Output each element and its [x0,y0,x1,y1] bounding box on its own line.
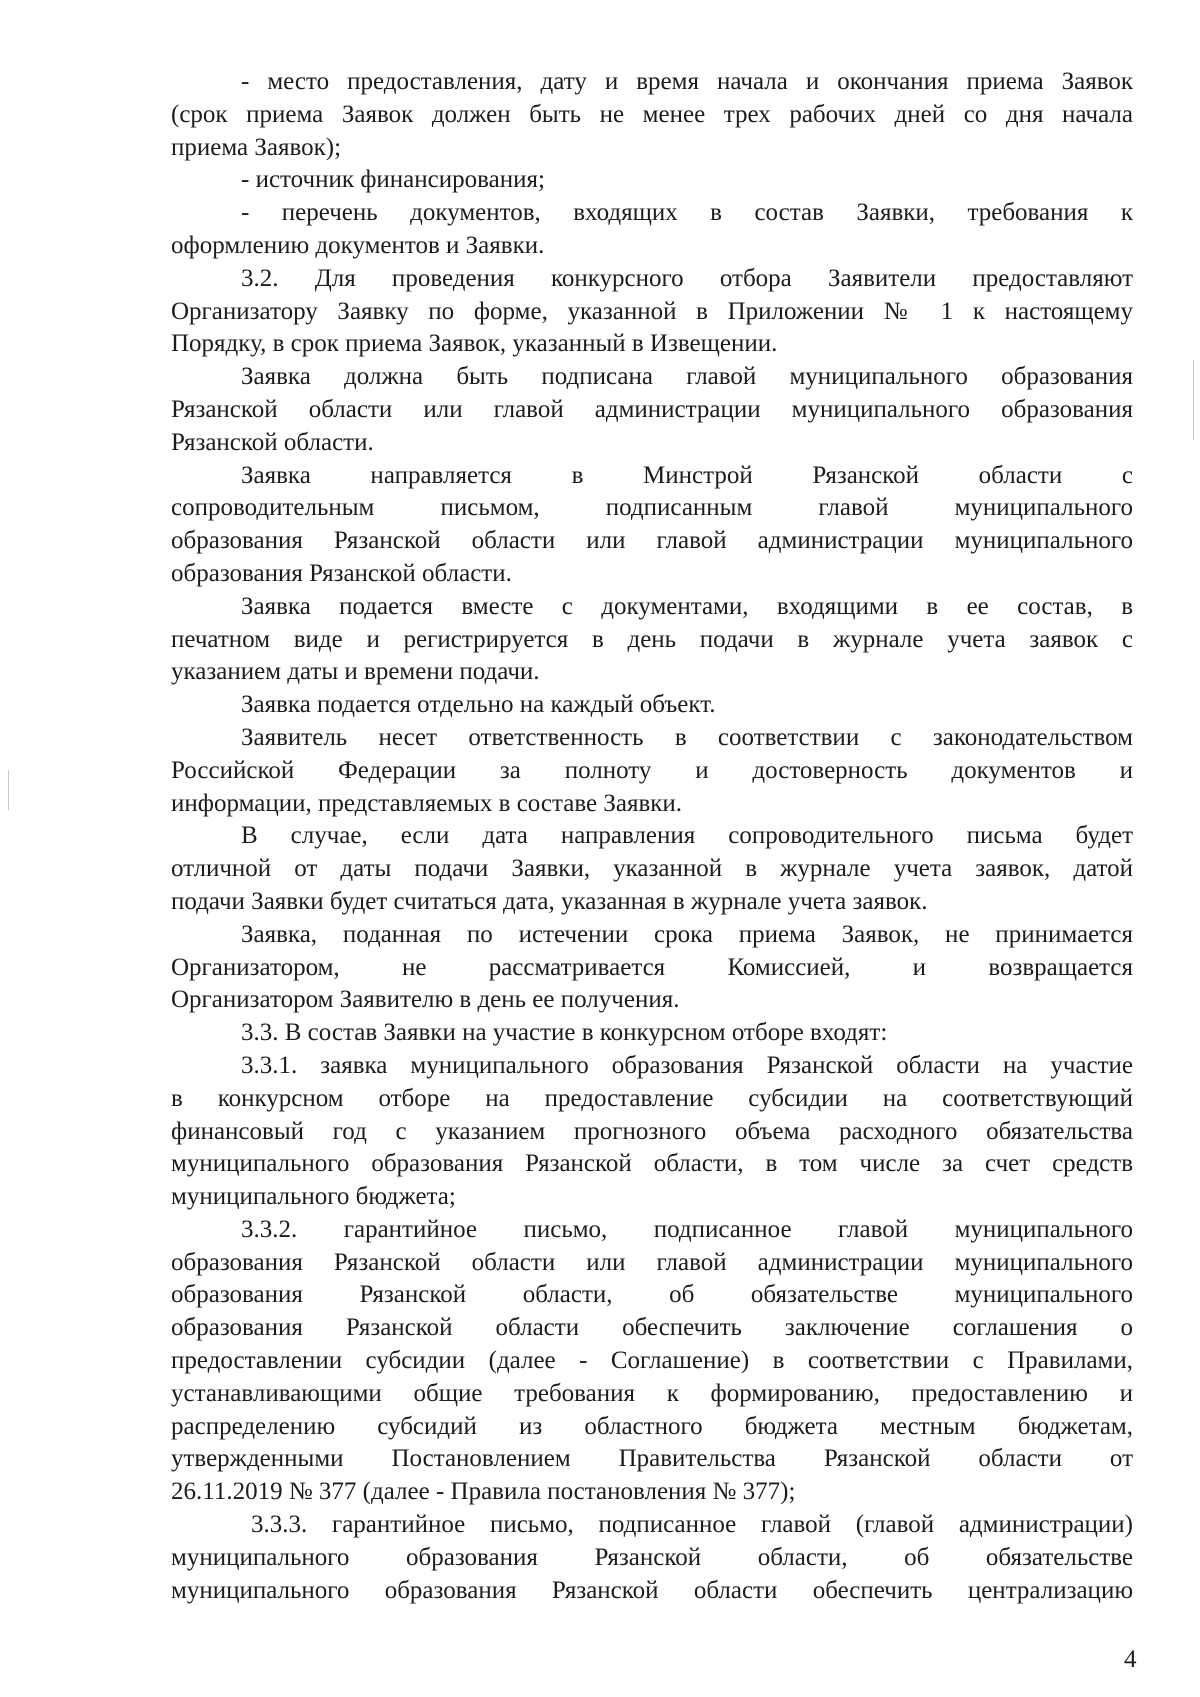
text-line: Заявка, поданная по истечении срока приема Заявок, не принимается [241,920,1133,948]
text-line: образования Рязанской области или главой администрации муниципального [171,1248,1133,1276]
text-line: Заявка должна быть подписана главой муниципального образования [241,363,1133,391]
text-line: образования Рязанской области или главой администрации муниципального [171,527,1133,555]
text-line: в конкурсном отборе на предоставление субсидии на соответствующий [171,1084,1133,1112]
text-line: - источник финансирования; [241,166,545,194]
text-line: - место предоставления, дату и время начала и окончания приема Заявок [241,68,1133,95]
text-line: утвержденными Постановлением Правительства Рязанской области от [171,1445,1133,1473]
text-line: муниципального бюджета; [171,1183,456,1211]
text-line: образования Рязанской области обеспечить заключение соглашения о [171,1314,1133,1342]
text-line: печатном виде и регистрируется в день подачи в журнале учета заявок с [171,625,1133,653]
text-line: 26.11.2019 № 377 (далее - Правила постановления № 377); [171,1478,796,1506]
text-line: Заявитель несет ответственность в соответствии с законодательством [241,723,1133,751]
text-line: образования Рязанской области. [171,559,512,587]
page-number: 4 [1124,1646,1137,1673]
text-line: Порядку, в срок приема Заявок, указанный в Извещении. [171,330,778,358]
text-line: 3.3.2. гарантийное письмо, подписанное главой муниципального [241,1215,1133,1243]
text-line: отличной от даты подачи Заявки, указанной в журнале учета заявок, датой [171,855,1133,883]
text-line: оформлению документов и Заявки. [171,231,545,259]
text-line: Заявка направляется в Минстрой Рязанской области с [241,461,1133,489]
text-line: муниципального образования Рязанской области, в том числе за счет средств [171,1150,1133,1178]
text-line: 3.2. Для проведения конкурсного отбора Заявители предоставляют [241,264,1133,292]
text-line: В случае, если дата направления сопроводительного письма будет [241,822,1133,850]
text-line: информации, представляемых в составе Заявки. [171,789,683,817]
text-line: 3.3.3. гарантийное письмо, подписанное главой (главой администрации) [251,1511,1133,1539]
document-page [171,66,1133,1607]
text-line: сопроводительным письмом, подписанным главой муниципального [171,494,1133,522]
text-line: муниципального образования Рязанской области, об обязательстве [171,1543,1133,1571]
text-line: муниципального образования Рязанской области обеспечить централизацию [171,1576,1133,1604]
text-line: - перечень документов, входящих в состав Заявки, требования к [241,199,1133,227]
text-line: указанием даты и времени подачи. [171,658,540,686]
text-line: распределению субсидий из областного бюджета местным бюджетам, [171,1412,1133,1440]
text-line: 3.3. В состав Заявки на участие в конкурсном отборе входят: [241,1019,888,1047]
text-line: финансовый год с указанием прогнозного объема расходного обязательства [171,1117,1133,1145]
text-line: Рязанской области или главой администрации муниципального образования [171,395,1133,423]
scan-edge-mark [8,770,9,810]
text-line: Заявка подается отдельно на каждый объект. [241,691,716,719]
text-line: (срок приема Заявок должен быть не менее трех рабочих дней со дня начала [171,100,1133,128]
text-line: Российской Федерации за полноту и достоверность документов и [171,756,1133,784]
text-line: предоставлении субсидии (далее - Соглашение) в соответствии с Правилами, [171,1347,1133,1375]
text-line: Заявка подается вместе с документами, входящими в ее состав, в [241,592,1133,620]
text-line: подачи Заявки будет считаться дата, указанная в журнале учета заявок. [171,887,928,915]
text-line: 3.3.1. заявка муниципального образования Рязанской области на участие [241,1051,1133,1079]
text-line: образования Рязанской области, об обязательстве муниципального [171,1281,1133,1309]
text-line: устанавливающими общие требования к формированию, предоставлению и [171,1379,1133,1407]
text-line: Организатором Заявителю в день ее получения. [171,986,680,1014]
text-line: Организатором, не рассматривается Комиссией, и возвращается [171,953,1133,981]
text-line: приема Заявок); [171,133,342,161]
text-line: Рязанской области. [171,428,374,456]
scan-edge-mark [1193,360,1194,440]
text-line: Организатору Заявку по форме, указанной в Приложении № 1 к настоящему [171,297,1133,325]
